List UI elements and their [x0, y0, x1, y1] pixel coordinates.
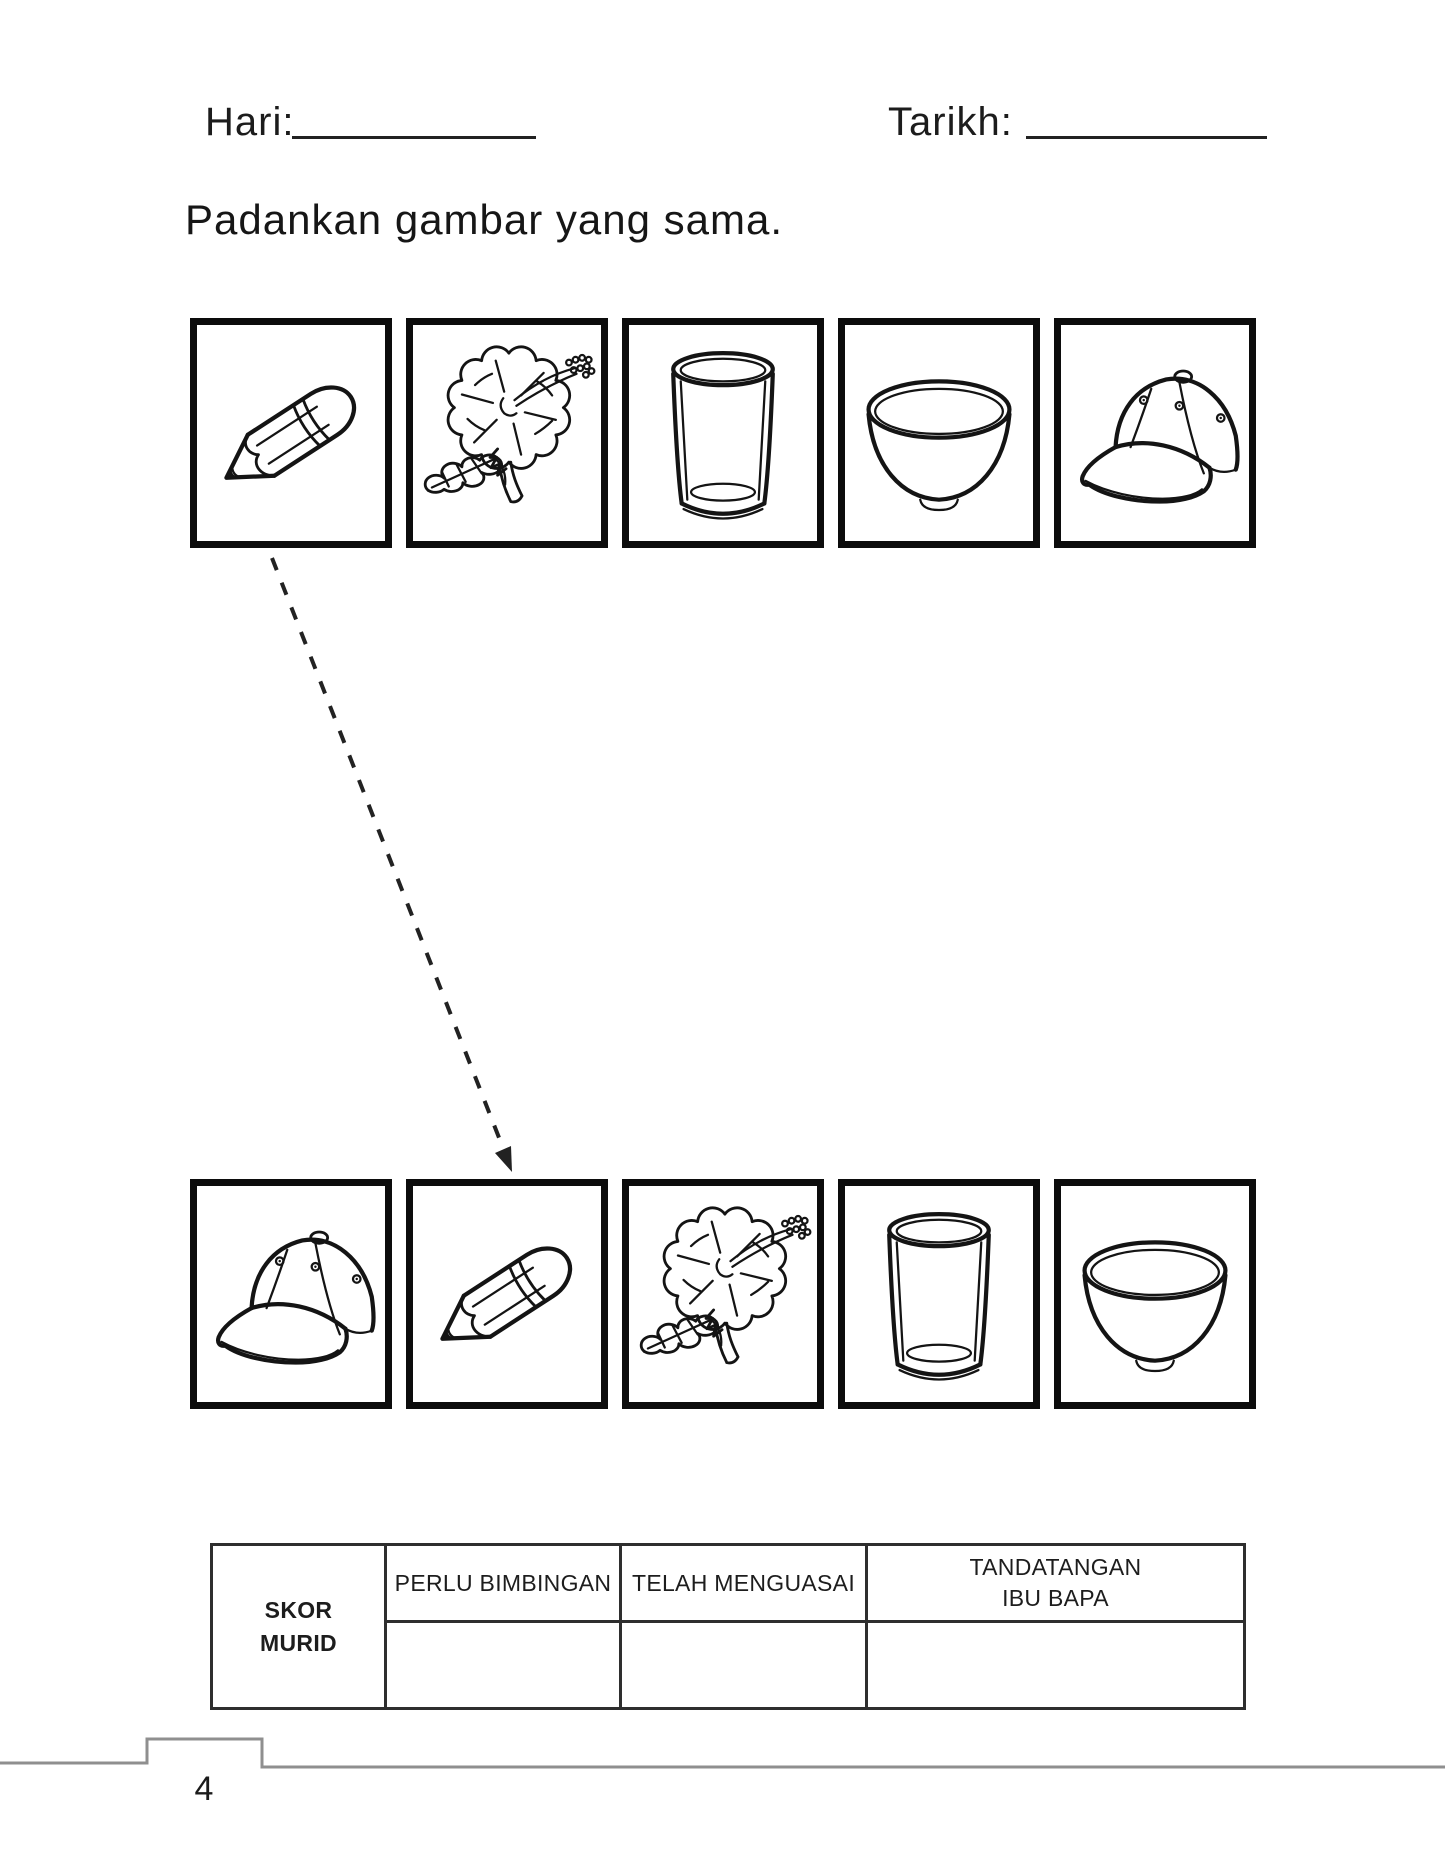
match-box-glass [622, 318, 824, 548]
cap-image [197, 1186, 385, 1402]
score-table [210, 1543, 1246, 1710]
match-box-pencil [406, 1179, 608, 1409]
score-cell-tandatangan [867, 1622, 1245, 1709]
signature-header-line1: TANDATANGAN [969, 1554, 1142, 1580]
glass-image [845, 1186, 1033, 1402]
signature-header-line2: IBU BAPA [1002, 1585, 1109, 1612]
match-box-bowl [1054, 1179, 1256, 1409]
page-number: 4 [194, 1770, 214, 1808]
score-cell-telah-menguasai [621, 1622, 867, 1709]
score-table-row-label [212, 1545, 386, 1709]
pencil-image [413, 1186, 601, 1402]
match-box-bowl [838, 318, 1040, 548]
instruction-text: Padankan gambar yang sama. [185, 196, 784, 243]
score-label-line1: SKOR [264, 1597, 333, 1624]
date-blank-line [1026, 136, 1267, 139]
match-box-hibiscus [622, 1179, 824, 1409]
column-header-telah-menguasai: TELAH MENGUASAI [621, 1545, 867, 1622]
column-header-perlu-bimbingan: PERLU BIMBINGAN [386, 1545, 621, 1622]
column-header-tandatangan-ibu-bapa [867, 1545, 1245, 1622]
match-box-hibiscus [406, 318, 608, 548]
score-label-line2: MURID [260, 1629, 337, 1656]
score-cell-perlu-bimbingan [386, 1622, 621, 1709]
day-label: Hari: [205, 100, 295, 144]
hibiscus-image [413, 325, 601, 541]
bowl-image [1061, 1186, 1249, 1402]
day-blank-line [292, 136, 536, 139]
date-label: Tarikh: [888, 100, 1013, 144]
bowl-image [845, 325, 1033, 541]
match-box-pencil [190, 318, 392, 548]
cap-image [1061, 325, 1249, 541]
match-box-cap [1054, 318, 1256, 548]
pencil-image [197, 325, 385, 541]
match-box-cap [190, 1179, 392, 1409]
match-box-glass [838, 1179, 1040, 1409]
hibiscus-image [629, 1186, 817, 1402]
glass-image [629, 325, 817, 541]
